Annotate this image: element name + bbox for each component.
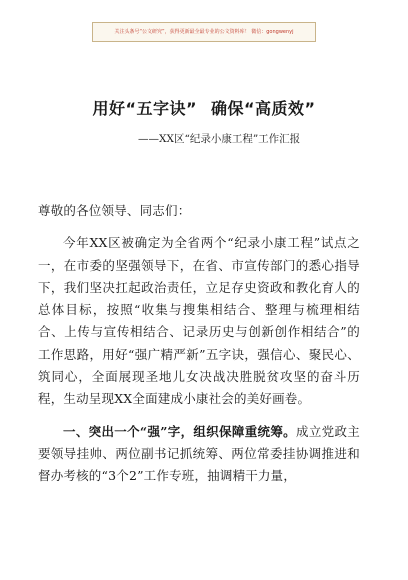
paragraph-1: 今年XX区被确定为全省两个“纪录小康工程”试点之一，在市委的坚强领导下，在省、市宣传部门的悉心指导下，我们坚决扛起政治责任，立足存史资政和教化育人的总体目标，按照“收集与搜集相结合、整理与梳理相结合、上传与宣传相结合、记录历史与创新创作相结合”的工作思路，用好“强广精严新”五字诀，强信心、聚民心、筑同心，全面展现圣地儿女决战决胜脱贫攻坚的奋斗历程，生动呈现XX全面建成小康社会的美好画卷。 xyxy=(38,235,360,407)
promo-banner-text: 关注头条号“公文研究”，获得更新最全最专业的公文资料库！ 微信：gongwenyj xyxy=(114,29,294,35)
section-1-heading: 一、突出一个“强”字，组织保障重统筹。 xyxy=(63,423,296,439)
document-title xyxy=(0,96,408,119)
title-part-2: 确保“高质效” xyxy=(211,99,316,118)
section-1-paragraph xyxy=(38,421,360,488)
document-subtitle: ——XX区“纪录小康工程”工作汇报 xyxy=(138,133,301,145)
salutation: 尊敬的各位领导、同志们： xyxy=(38,203,191,218)
title-part-1: 用好“五字诀” xyxy=(92,99,197,118)
promo-banner xyxy=(92,22,316,42)
section-1-text: 成立党政主要领导挂帅、两位副书记抓统筹、两位常委挂协调推进和督办考核的“3个2”工作专班，抽调精干力量， xyxy=(38,423,360,484)
document-body xyxy=(38,200,360,488)
